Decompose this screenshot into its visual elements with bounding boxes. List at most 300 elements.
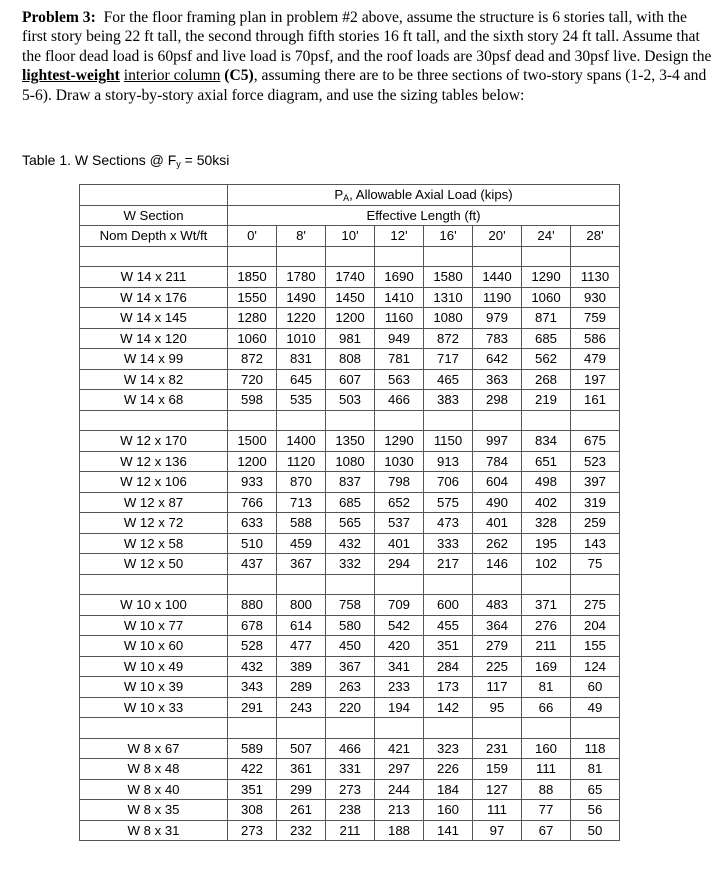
load-value-cell: 872 [424,328,473,349]
section-cell: W 12 x 87 [80,492,228,513]
spacer-row [80,718,620,739]
load-value-cell: 1080 [424,308,473,329]
section-cell: W 8 x 31 [80,820,228,841]
load-value-cell: 542 [375,615,424,636]
load-value-cell: 808 [326,349,375,370]
load-value-cell: 565 [326,513,375,534]
load-value-cell: 319 [571,492,620,513]
spacer-cell [80,246,228,267]
section-cell: W 12 x 106 [80,472,228,493]
load-value-cell: 459 [277,533,326,554]
load-value-cell: 351 [424,636,473,657]
load-value-cell: 685 [522,328,571,349]
table-row [80,800,620,821]
load-value-cell: 371 [522,595,571,616]
table-caption [22,152,229,169]
load-value-cell: 1410 [375,287,424,308]
load-value-cell: 383 [424,390,473,411]
load-value-cell: 1850 [228,267,277,288]
section-cell: W 10 x 77 [80,615,228,636]
load-value-cell: 933 [228,472,277,493]
problem-text-intro: For the floor framing plan in problem #2 above, assume the structure is 6 stories tall, with the first story being 22 ft tall, the second through fifth stories 16 ft tall, and the sixth story 24 ft tall. Assume that the floor dead load is 60psf and live load is 70psf, and the roof loads are 30psf dead and 30psf live. Design the [22,9,712,65]
load-value-cell: 783 [473,328,522,349]
spacer-cell [277,574,326,595]
load-value-cell: 160 [522,738,571,759]
load-value-cell: 717 [424,349,473,370]
section-cell: W 10 x 33 [80,697,228,718]
load-value-cell: 81 [522,677,571,698]
load-value-cell: 706 [424,472,473,493]
spacer-cell [522,574,571,595]
table-row [80,779,620,800]
load-value-cell: 1060 [522,287,571,308]
load-value-cell: 1150 [424,431,473,452]
section-cell: W 12 x 136 [80,451,228,472]
spacer-cell [228,574,277,595]
load-value-cell: 259 [571,513,620,534]
load-value-cell: 243 [277,697,326,718]
load-value-cell: 614 [277,615,326,636]
load-value-cell: 323 [424,738,473,759]
load-value-cell: 173 [424,677,473,698]
load-value-cell: 273 [326,779,375,800]
spacer-cell [522,410,571,431]
load-value-cell: 291 [228,697,277,718]
table-row [80,287,620,308]
load-value-cell: 1440 [473,267,522,288]
spacer-cell [326,246,375,267]
load-value-cell: 220 [326,697,375,718]
load-value-cell: 1490 [277,287,326,308]
load-value-cell: 159 [473,759,522,780]
load-value-cell: 279 [473,636,522,657]
section-cell: W 12 x 170 [80,431,228,452]
section-cell: W 10 x 49 [80,656,228,677]
section-cell: W 12 x 58 [80,533,228,554]
load-value-cell: 155 [571,636,620,657]
load-value-cell: 604 [473,472,522,493]
table-row [80,390,620,411]
table-row [80,328,620,349]
load-value-cell: 913 [424,451,473,472]
load-value-cell: 1690 [375,267,424,288]
spacer-cell [424,574,473,595]
load-value-cell: 49 [571,697,620,718]
load-value-cell: 263 [326,677,375,698]
load-value-cell: 332 [326,554,375,575]
load-value-cell: 483 [473,595,522,616]
table-row [80,267,620,288]
load-value-cell: 600 [424,595,473,616]
load-value-cell: 713 [277,492,326,513]
spacer-cell [277,410,326,431]
load-value-cell: 535 [277,390,326,411]
load-value-cell: 586 [571,328,620,349]
header-row-1 [80,185,620,206]
load-value-cell: 798 [375,472,424,493]
spacer-cell [571,574,620,595]
load-value-cell: 351 [228,779,277,800]
load-value-cell: 759 [571,308,620,329]
table-row [80,492,620,513]
load-value-cell: 195 [522,533,571,554]
problem-statement [22,8,712,105]
table-row [80,431,620,452]
load-value-cell: 299 [277,779,326,800]
section-cell: W 8 x 35 [80,800,228,821]
load-value-cell: 75 [571,554,620,575]
load-value-cell: 102 [522,554,571,575]
load-value-cell: 211 [326,820,375,841]
spacer-cell [473,718,522,739]
load-value-cell: 141 [424,820,473,841]
load-value-cell: 678 [228,615,277,636]
load-value-cell: 949 [375,328,424,349]
header-blank-cell [80,185,228,206]
spacer-cell [80,410,228,431]
load-value-cell: 77 [522,800,571,821]
section-cell: W 8 x 40 [80,779,228,800]
section-cell: W 8 x 48 [80,759,228,780]
spacer-cell [424,718,473,739]
load-value-cell: 455 [424,615,473,636]
load-value-cell: 781 [375,349,424,370]
emphasis-lightest-weight: lightest-weight [22,67,120,85]
load-value-cell: 284 [424,656,473,677]
load-value-cell: 422 [228,759,277,780]
load-value-cell: 837 [326,472,375,493]
spacer-cell [424,410,473,431]
load-value-cell: 709 [375,595,424,616]
load-value-cell: 1780 [277,267,326,288]
load-value-cell: 1200 [326,308,375,329]
load-value-cell: 233 [375,677,424,698]
table-row [80,451,620,472]
column-id: (C5) [224,67,254,85]
load-value-cell: 1290 [375,431,424,452]
length-header-cell: 16' [424,226,473,247]
table-row [80,595,620,616]
spacer-cell [473,574,522,595]
length-header-cell: 8' [277,226,326,247]
spacer-cell [522,718,571,739]
load-value-cell: 872 [228,349,277,370]
load-value-cell: 213 [375,800,424,821]
spacer-cell [326,410,375,431]
load-value-cell: 160 [424,800,473,821]
load-value-cell: 184 [424,779,473,800]
load-value-cell: 981 [326,328,375,349]
load-value-cell: 563 [375,369,424,390]
spacer-cell [326,574,375,595]
load-value-cell: 364 [473,615,522,636]
load-value-cell: 421 [375,738,424,759]
section-cell: W 14 x 120 [80,328,228,349]
load-value-cell: 420 [375,636,424,657]
table-row [80,513,620,534]
header-row-3 [80,226,620,247]
spacer-cell [571,718,620,739]
load-value-cell: 800 [277,595,326,616]
table-row [80,615,620,636]
load-value-cell: 607 [326,369,375,390]
load-value-cell: 831 [277,349,326,370]
load-value-cell: 341 [375,656,424,677]
load-value-cell: 294 [375,554,424,575]
length-header-cell: 0' [228,226,277,247]
section-cell: W 14 x 68 [80,390,228,411]
load-value-cell: 1120 [277,451,326,472]
header-allow-sub: A [343,192,350,203]
load-value-cell: 651 [522,451,571,472]
load-value-cell: 562 [522,349,571,370]
load-value-cell: 758 [326,595,375,616]
load-value-cell: 784 [473,451,522,472]
table-row [80,636,620,657]
spacer-cell [228,718,277,739]
load-value-cell: 273 [228,820,277,841]
load-value-cell: 118 [571,738,620,759]
load-value-cell: 397 [571,472,620,493]
load-value-cell: 219 [522,390,571,411]
load-value-cell: 930 [571,287,620,308]
spacer-cell [375,574,424,595]
load-value-cell: 226 [424,759,473,780]
spacer-cell [277,718,326,739]
load-value-cell: 1290 [522,267,571,288]
load-value-cell: 361 [277,759,326,780]
table-row [80,349,620,370]
table-row [80,738,620,759]
load-value-cell: 880 [228,595,277,616]
length-header-cell: 10' [326,226,375,247]
problem-text-rest: , assuming there are to be three sections of two-story spans (1-2, 3-4 and 5-6). Draw a story-by-story axial force diagram, and use the sizing tables below: [22,67,707,104]
load-value-cell: 1060 [228,328,277,349]
load-value-cell: 363 [473,369,522,390]
header-w-section: W Section [80,205,228,226]
load-value-cell: 1310 [424,287,473,308]
load-value-cell: 1280 [228,308,277,329]
spacer-cell [277,246,326,267]
load-value-cell: 95 [473,697,522,718]
spacer-row [80,410,620,431]
header-nom-depth: Nom Depth x Wt/ft [80,226,228,247]
load-value-cell: 289 [277,677,326,698]
load-value-cell: 401 [375,533,424,554]
section-cell: W 14 x 145 [80,308,228,329]
section-cell: W 12 x 72 [80,513,228,534]
load-value-cell: 834 [522,431,571,452]
load-value-cell: 645 [277,369,326,390]
load-value-cell: 67 [522,820,571,841]
load-value-cell: 1220 [277,308,326,329]
load-value-cell: 367 [326,656,375,677]
load-value-cell: 275 [571,595,620,616]
load-value-cell: 56 [571,800,620,821]
load-value-cell: 466 [375,390,424,411]
load-value-cell: 143 [571,533,620,554]
load-value-cell: 477 [277,636,326,657]
load-value-cell: 308 [228,800,277,821]
table-row [80,533,620,554]
load-value-cell: 1190 [473,287,522,308]
spacer-cell [80,718,228,739]
section-cell: W 12 x 50 [80,554,228,575]
load-value-cell: 217 [424,554,473,575]
spacer-cell [473,410,522,431]
table-row [80,308,620,329]
table-row [80,697,620,718]
load-value-cell: 146 [473,554,522,575]
section-cell: W 14 x 82 [80,369,228,390]
section-cell: W 10 x 100 [80,595,228,616]
section-cell: W 14 x 99 [80,349,228,370]
load-value-cell: 537 [375,513,424,534]
problem-label: Problem 3: [22,9,96,26]
header-allowable-load [228,185,620,206]
load-value-cell: 343 [228,677,277,698]
header-allow-rest: , Allowable Axial Load (kips) [349,186,513,202]
load-value-cell: 871 [522,308,571,329]
load-value-cell: 66 [522,697,571,718]
load-value-cell: 231 [473,738,522,759]
load-value-cell: 589 [228,738,277,759]
load-value-cell: 580 [326,615,375,636]
header-effective-length: Effective Length (ft) [228,205,620,226]
load-value-cell: 244 [375,779,424,800]
load-value-cell: 1580 [424,267,473,288]
spacer-cell [228,246,277,267]
load-value-cell: 490 [473,492,522,513]
load-value-cell: 473 [424,513,473,534]
load-value-cell: 466 [326,738,375,759]
load-value-cell: 1550 [228,287,277,308]
section-cell: W 8 x 67 [80,738,228,759]
table-row [80,554,620,575]
load-value-cell: 402 [522,492,571,513]
load-value-cell: 188 [375,820,424,841]
load-value-cell: 503 [326,390,375,411]
load-value-cell: 720 [228,369,277,390]
load-value-cell: 211 [522,636,571,657]
load-value-cell: 1160 [375,308,424,329]
load-value-cell: 111 [473,800,522,821]
load-value-cell: 111 [522,759,571,780]
load-value-cell: 161 [571,390,620,411]
table-row [80,820,620,841]
load-value-cell: 88 [522,779,571,800]
load-value-cell: 652 [375,492,424,513]
section-cell: W 14 x 176 [80,287,228,308]
load-value-cell: 432 [228,656,277,677]
spacer-cell [326,718,375,739]
caption-prefix: Table 1. W Sections @ F [22,152,177,168]
load-value-cell: 1400 [277,431,326,452]
load-value-cell: 81 [571,759,620,780]
load-value-cell: 401 [473,513,522,534]
load-value-cell: 262 [473,533,522,554]
load-value-cell: 276 [522,615,571,636]
load-value-cell: 238 [326,800,375,821]
load-value-cell: 450 [326,636,375,657]
load-value-cell: 1500 [228,431,277,452]
load-value-cell: 50 [571,820,620,841]
load-value-cell: 523 [571,451,620,472]
load-value-cell: 60 [571,677,620,698]
spacer-row [80,574,620,595]
load-value-cell: 268 [522,369,571,390]
load-value-cell: 197 [571,369,620,390]
load-value-cell: 298 [473,390,522,411]
load-value-cell: 1030 [375,451,424,472]
section-cell: W 14 x 211 [80,267,228,288]
caption-subscript: y [176,159,181,169]
load-value-cell: 432 [326,533,375,554]
load-value-cell: 1200 [228,451,277,472]
length-header-cell: 24' [522,226,571,247]
load-value-cell: 685 [326,492,375,513]
load-value-cell: 127 [473,779,522,800]
load-value-cell: 97 [473,820,522,841]
header-row-2 [80,205,620,226]
load-value-cell: 642 [473,349,522,370]
load-value-cell: 367 [277,554,326,575]
load-value-cell: 465 [424,369,473,390]
load-value-cell: 331 [326,759,375,780]
load-value-cell: 479 [571,349,620,370]
table-row [80,759,620,780]
load-value-cell: 232 [277,820,326,841]
load-value-cell: 194 [375,697,424,718]
spacer-cell [424,246,473,267]
load-value-cell: 142 [424,697,473,718]
table-row [80,677,620,698]
spacer-cell [571,246,620,267]
load-value-cell: 1010 [277,328,326,349]
table-row [80,656,620,677]
w-sections-table [79,184,620,841]
table-row [80,369,620,390]
load-value-cell: 1350 [326,431,375,452]
load-value-cell: 297 [375,759,424,780]
load-value-cell: 1740 [326,267,375,288]
load-value-cell: 333 [424,533,473,554]
length-header-cell: 20' [473,226,522,247]
load-value-cell: 261 [277,800,326,821]
spacer-cell [375,718,424,739]
caption-suffix: = 50ksi [180,152,230,168]
table-row [80,472,620,493]
underlined-interior-column: interior column [123,67,221,85]
load-value-cell: 65 [571,779,620,800]
load-value-cell: 1080 [326,451,375,472]
load-value-cell: 997 [473,431,522,452]
spacer-cell [522,246,571,267]
load-value-cell: 1130 [571,267,620,288]
load-value-cell: 575 [424,492,473,513]
load-value-cell: 124 [571,656,620,677]
load-value-cell: 328 [522,513,571,534]
load-value-cell: 633 [228,513,277,534]
spacer-cell [375,246,424,267]
load-value-cell: 528 [228,636,277,657]
load-value-cell: 169 [522,656,571,677]
spacer-row [80,246,620,267]
load-value-cell: 117 [473,677,522,698]
load-value-cell: 437 [228,554,277,575]
spacer-cell [80,574,228,595]
load-value-cell: 598 [228,390,277,411]
